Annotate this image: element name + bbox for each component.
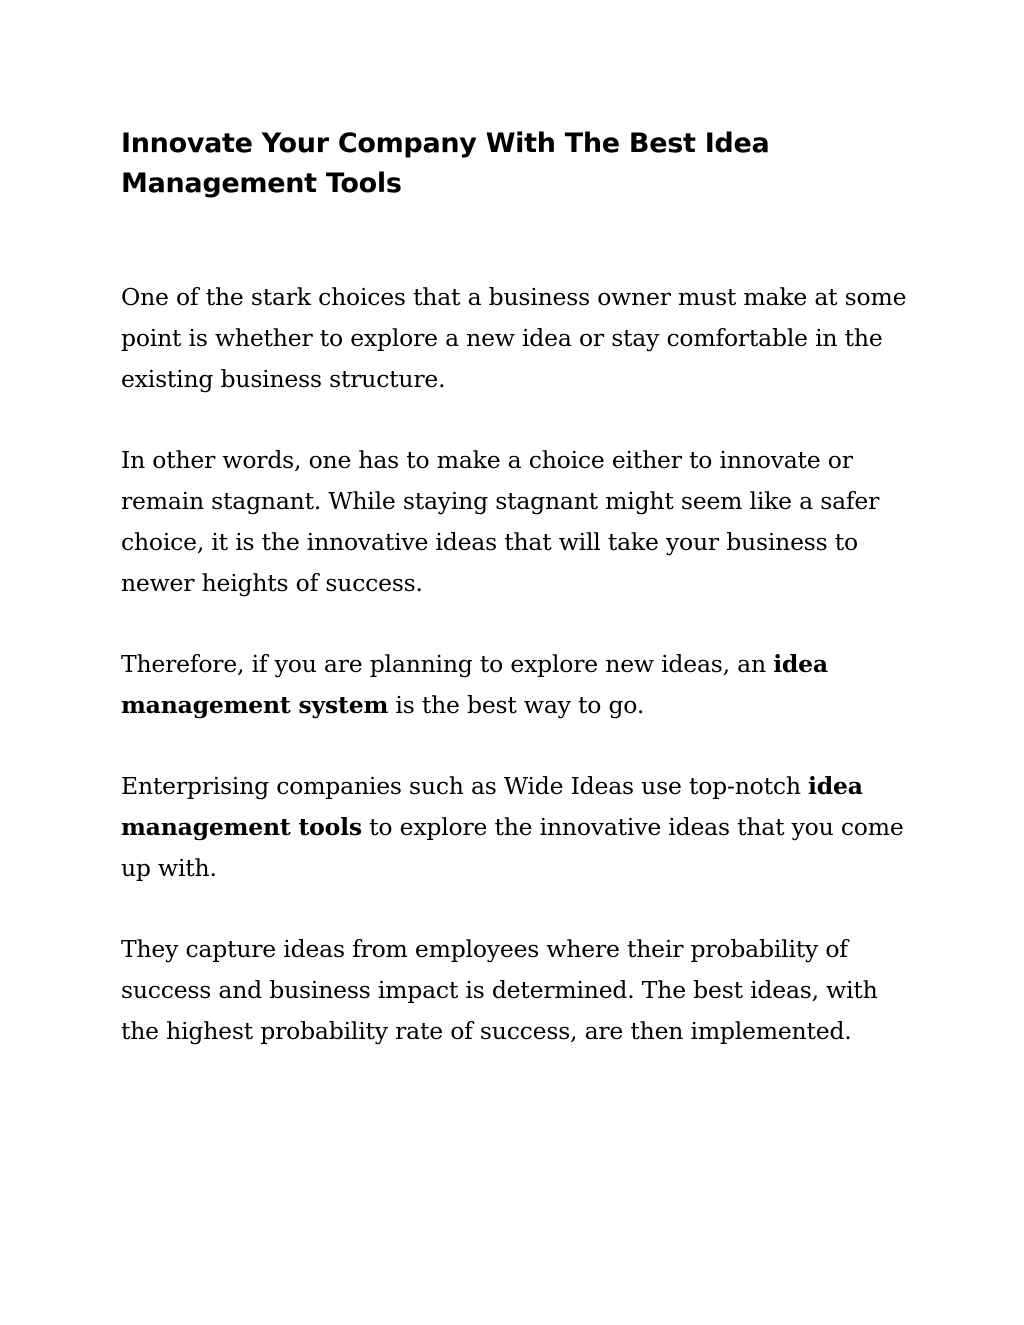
document-title: Innovate Your Company With The Best Idea Management Tools — [121, 128, 770, 199]
paragraph-4-text-after: to explore the innovative ideas that you come up with. — [121, 813, 904, 882]
paragraph-4-bold-term: idea management tools — [121, 772, 863, 841]
paragraph-3-text-after: is the best way to go. — [388, 691, 645, 719]
paragraph-2: In other words, one has to make a choice either to innovate or remain stagnant. While staying stagnant might seem like a safer choice, it is the innovative ideas that will take your business to newer heights of success. — [121, 446, 880, 597]
paragraph-4 — [121, 766, 911, 889]
paragraph-4-text-before: Enterprising companies such as Wide Ideas use top-notch — [121, 772, 809, 800]
paragraph-3-text-before: Therefore, if you are planning to explore new ideas, an — [121, 650, 774, 678]
paragraph-1: One of the stark choices that a business owner must make at some point is whether to explore a new idea or stay comfortable in the existing business structure. — [121, 283, 907, 393]
document-page — [121, 124, 911, 1092]
paragraph-3 — [121, 644, 911, 726]
paragraph-3-bold-term: idea management system — [121, 650, 828, 719]
paragraph-5: They capture ideas from employees where their probability of success and business impact is determined. The best ideas, with the highest probability rate of success, are then implemented. — [121, 935, 878, 1045]
